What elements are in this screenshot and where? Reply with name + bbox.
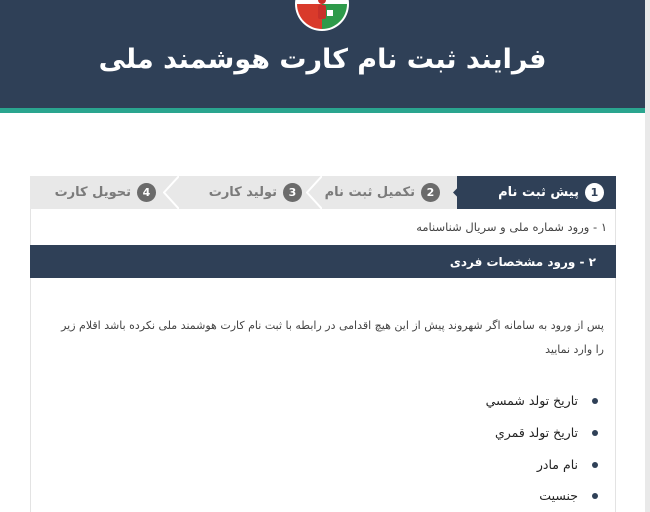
list-item <box>539 488 598 503</box>
step-complete-registration[interactable] <box>325 176 440 209</box>
list-item-label: جنسیت <box>539 488 578 503</box>
step-separator-icon <box>306 176 322 209</box>
step-label: تکمیل ثبت نام <box>324 185 415 200</box>
step-card-production[interactable] <box>209 176 302 209</box>
step-number: 3 <box>283 183 302 202</box>
list-item-label: تاریخ تولد قمري <box>494 425 578 440</box>
list-item <box>537 457 598 472</box>
instruction-paragraph: پس از ورود به سامانه اگر شهروند پیش از این هیچ اقدامی در رابطه با ثبت نام کارت هوشمند ملی نکرده باشد اقلام زیر را وارد نمایید <box>61 319 604 356</box>
page-edge-shadow <box>645 0 650 512</box>
step-label: پیش ثبت نام <box>498 185 579 200</box>
step-label: تولید کارت <box>208 185 277 200</box>
step-label: تحویل کارت <box>54 185 131 200</box>
step-card-delivery[interactable] <box>55 176 156 209</box>
step-number: 1 <box>585 183 604 202</box>
bullet-icon <box>592 462 598 468</box>
list-item <box>486 393 598 408</box>
bullet-icon <box>592 493 598 499</box>
bullet-icon <box>592 430 598 436</box>
page-header <box>0 0 645 113</box>
step-pre-registration[interactable] <box>457 176 616 209</box>
step-number: 4 <box>137 183 156 202</box>
step-number: 2 <box>421 183 440 202</box>
bullet-icon <box>592 398 598 404</box>
registration-stepper <box>30 176 616 209</box>
substep-personal-info-entry[interactable]: ۲ - ورود مشخصات فردی <box>30 245 616 278</box>
national-card-logo-icon <box>291 0 353 32</box>
active-step-arrow-icon <box>453 176 469 209</box>
list-item-label: نام مادر <box>536 457 578 472</box>
step-separator-icon <box>163 176 179 209</box>
list-item <box>495 425 598 440</box>
list-item-label: تاریخ تولد شمسي <box>485 393 578 408</box>
substep-national-id-entry[interactable]: ۱ - ورود شماره ملی و سریال شناسنامه <box>30 209 616 245</box>
page-title: فرایند ثبت نام کارت هوشمند ملی <box>98 44 547 75</box>
